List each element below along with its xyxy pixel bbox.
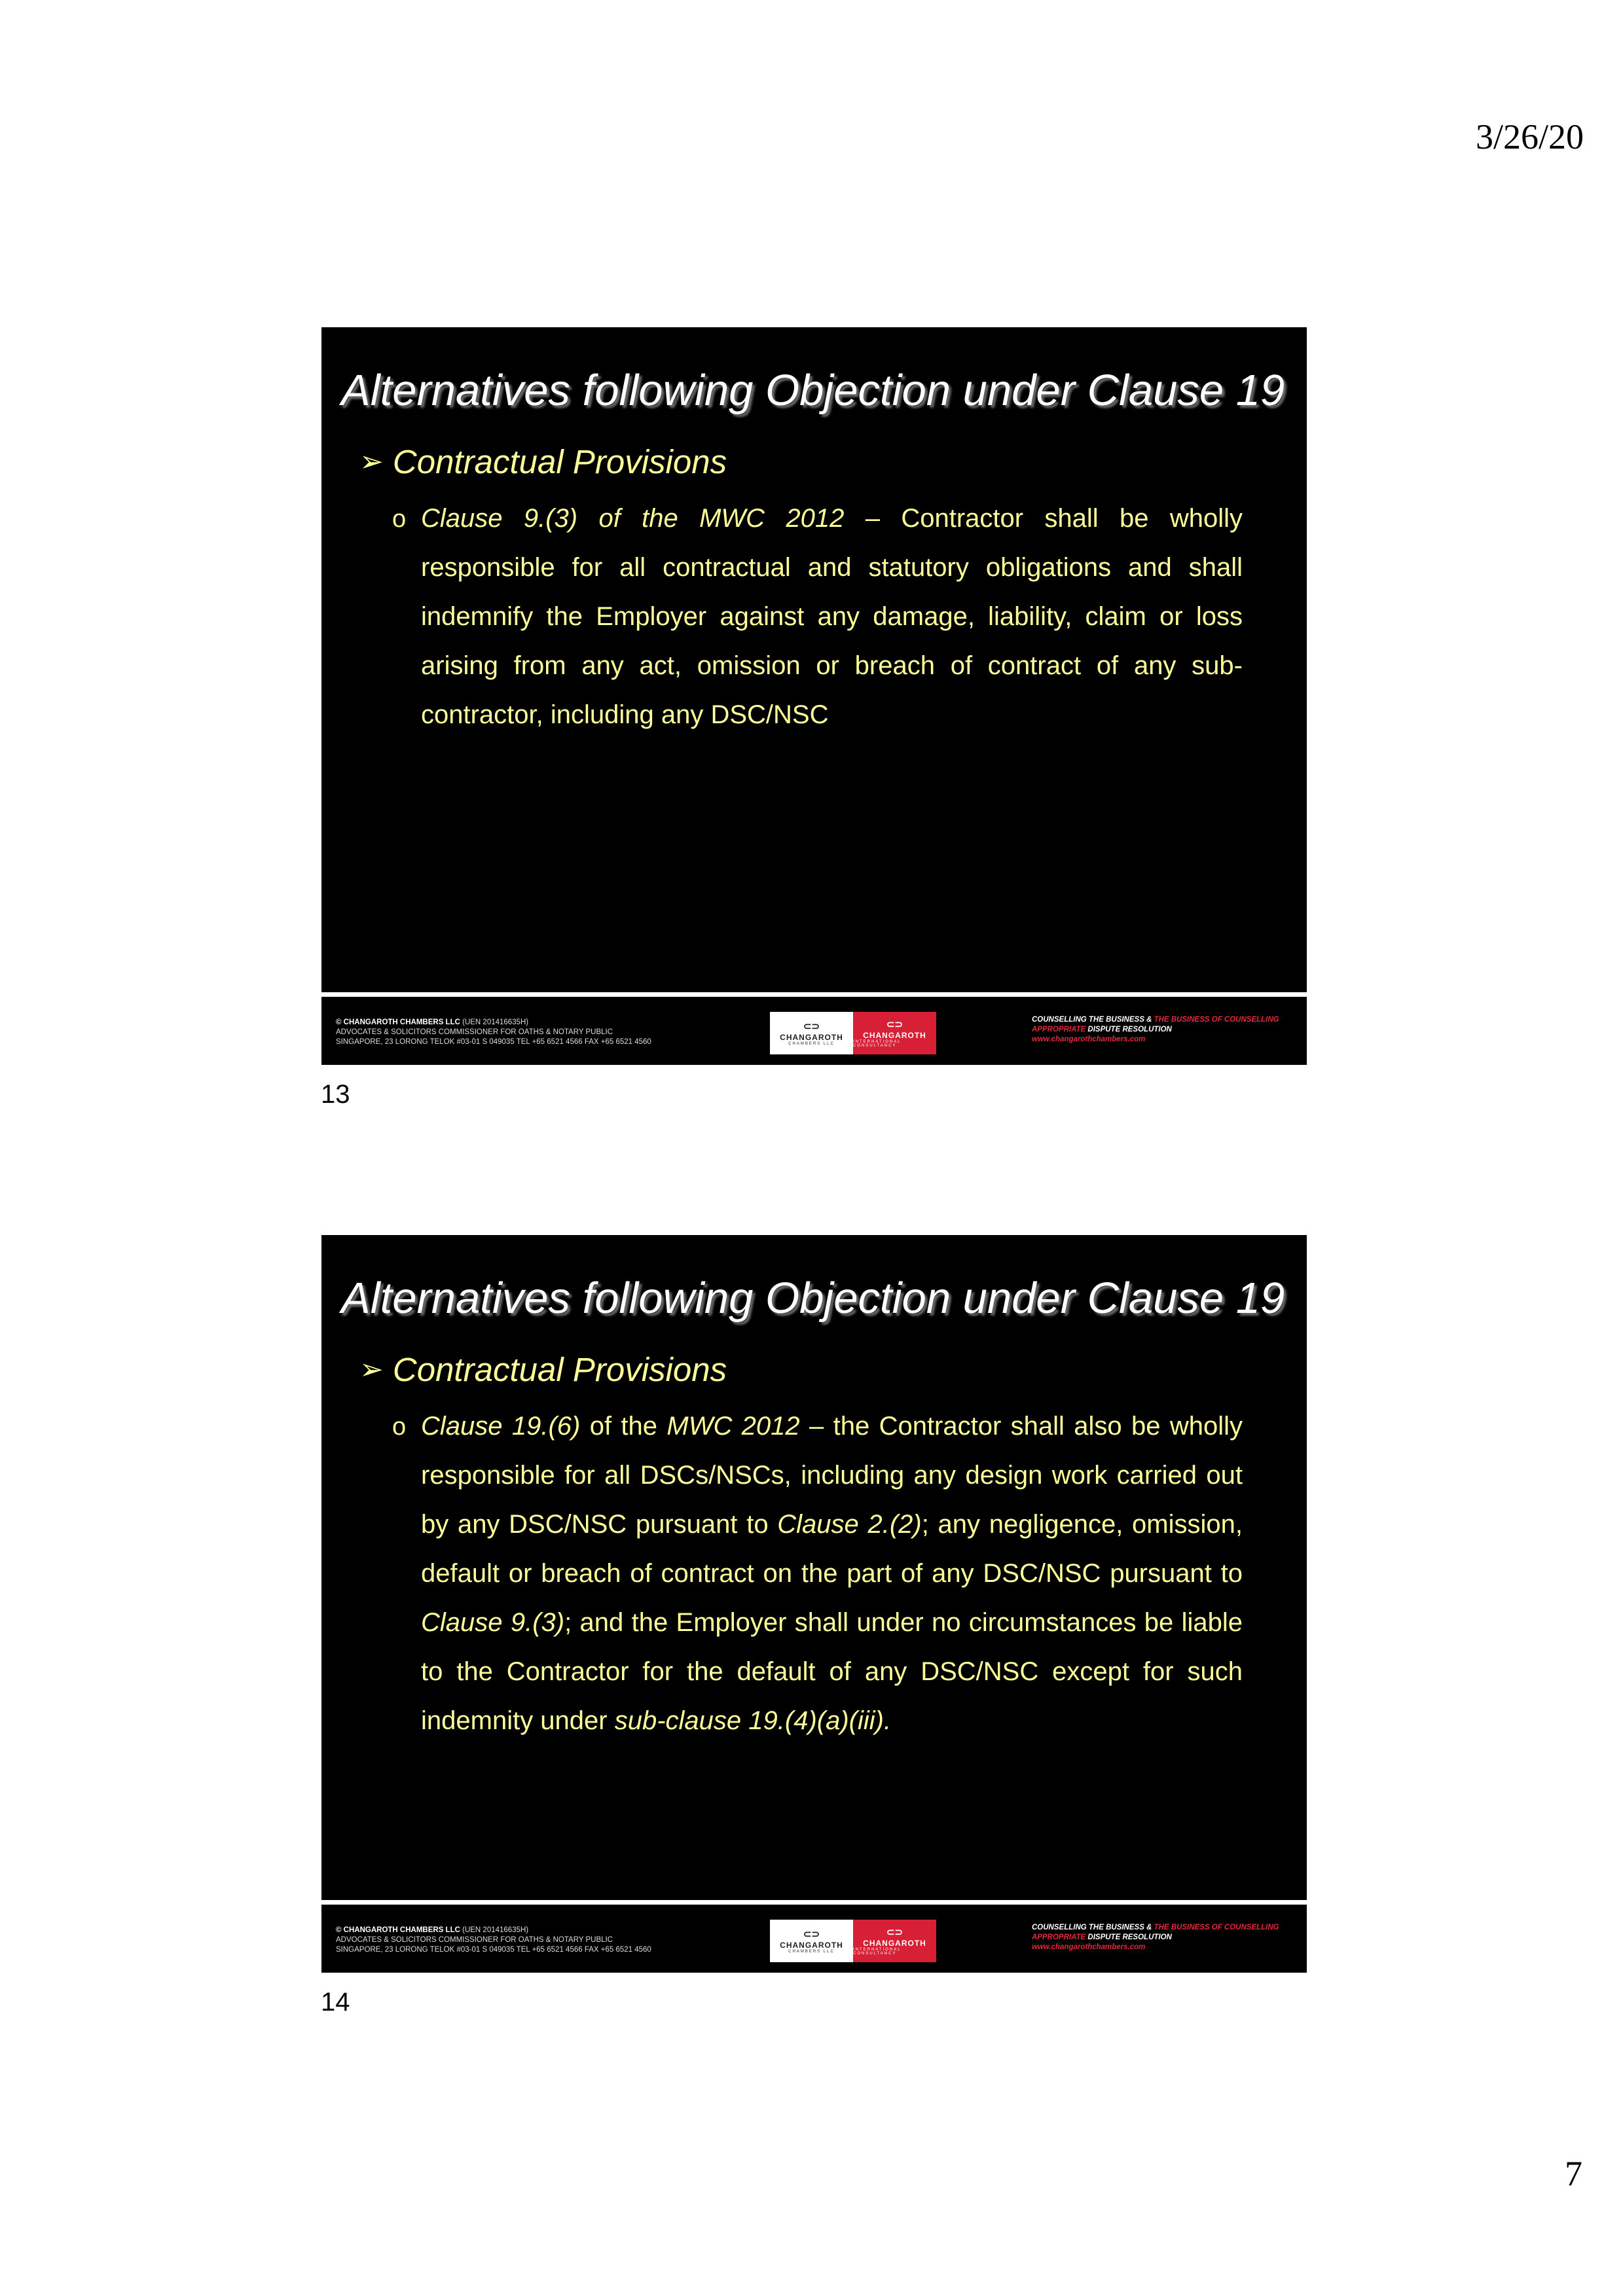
firm-tagline: COUNSELLING THE BUSINESS & THE BUSINESS OF COUNSELLING APPROPRIATE DISPUTE RESOLUTION www.changarothchambers.com (1032, 1924, 1279, 1951)
arrow-bullet-icon: ➢ (359, 1354, 384, 1386)
firm-details: © CHANGAROTH CHAMBERS LLC (UEN 201416635H) ADVOCATES & SOLICITORS COMMISSIONER FOR OATHS & NOTARY PUBLIC SINGAPORE, 23 LORONG TELOK #03-01 S 049035 TEL +65 6521 4566 FAX +65 6521 4560 (336, 1018, 651, 1046)
body-text-run: MWC 2012 (666, 1412, 800, 1441)
subheading (359, 1350, 727, 1389)
subheading-text: Contractual Provisions (392, 1351, 727, 1388)
body-text-run: ; any negligence, omission, default or breach of contract on the part of any DSC/NSC pursuant to (421, 1510, 1243, 1588)
slide-13 (321, 327, 1307, 1065)
body-text-run: – the Contractor shall also be wholly responsible for all DSCs/NSCs, including any design work carried out by any DSC/NSC pursuant to (421, 1412, 1243, 1539)
slide-footer (321, 997, 1307, 1065)
footer-divider (321, 992, 1307, 997)
page-number: 7 (1565, 2154, 1582, 2193)
subheading-text: Contractual Provisions (392, 443, 727, 480)
slide-number-label: 13 (321, 1080, 350, 1109)
firm-tagline: COUNSELLING THE BUSINESS & THE BUSINESS OF COUNSELLING APPROPRIATE DISPUTE RESOLUTION www.changarothchambers.com (1032, 1016, 1279, 1043)
body-text-run: of the (580, 1412, 667, 1441)
circle-bullet-icon: o (392, 1413, 407, 1441)
body-text-run: Clause 2.(2) (777, 1510, 922, 1539)
body-text-run: ; and the Employer shall under no circumstances be liable to the Contractor for the default of any DSC/NSC except for such indemnity under (421, 1608, 1243, 1735)
footer-divider (321, 1900, 1307, 1905)
body-text-run: Clause 9.(3) (421, 1608, 565, 1637)
firm-details: © CHANGAROTH CHAMBERS LLC (UEN 201416635H) ADVOCATES & SOLICITORS COMMISSIONER FOR OATHS & NOTARY PUBLIC SINGAPORE, 23 LORONG TELOK #03-01 S 049035 TEL +65 6521 4566 FAX +65 6521 4560 (336, 1926, 651, 1954)
slide-footer (321, 1905, 1307, 1973)
body-text-run: – Contractor shall be wholly responsible for all contractual and statutory obligations and shall indemnify the Employer against any damage, liability, claim or loss arising from any act, omission or breach of contract of any sub-contractor, including any DSC/NSC (421, 504, 1243, 729)
body-text (421, 494, 1243, 740)
body-text-run: sub-clause 19.(4)(a)(iii). (614, 1706, 892, 1735)
page-date: 3/26/20 (1475, 117, 1584, 156)
changaroth-logo: ⊂⊃ CHANGAROTH CHAMBERS LLC ⊂⊃ CHANGAROTH INTERNATIONAL CONSULTANCY (770, 1920, 936, 1962)
circle-bullet-icon: o (392, 505, 407, 533)
changaroth-logo: ⊂⊃ CHANGAROTH CHAMBERS LLC ⊂⊃ CHANGAROTH INTERNATIONAL CONSULTANCY (770, 1012, 936, 1054)
logo-mark-icon: ⊂⊃ (886, 1926, 903, 1938)
body-text-run: Clause 19.(6) (421, 1412, 581, 1441)
logo-mark-icon: ⊂⊃ (886, 1018, 903, 1030)
subheading (359, 442, 727, 481)
logo-mark-icon: ⊂⊃ (803, 1928, 820, 1940)
slide-14 (321, 1235, 1307, 1973)
slide-number-label: 14 (321, 1988, 350, 2017)
logo-mark-icon: ⊂⊃ (803, 1020, 820, 1032)
body-text (421, 1402, 1243, 1746)
arrow-bullet-icon: ➢ (359, 446, 384, 478)
slide-title: Alternatives following Objection under Clause 19 (341, 366, 1285, 415)
slide-title: Alternatives following Objection under Clause 19 (341, 1274, 1285, 1323)
body-text-run: Clause 9.(3) of the MWC 2012 (421, 504, 845, 533)
